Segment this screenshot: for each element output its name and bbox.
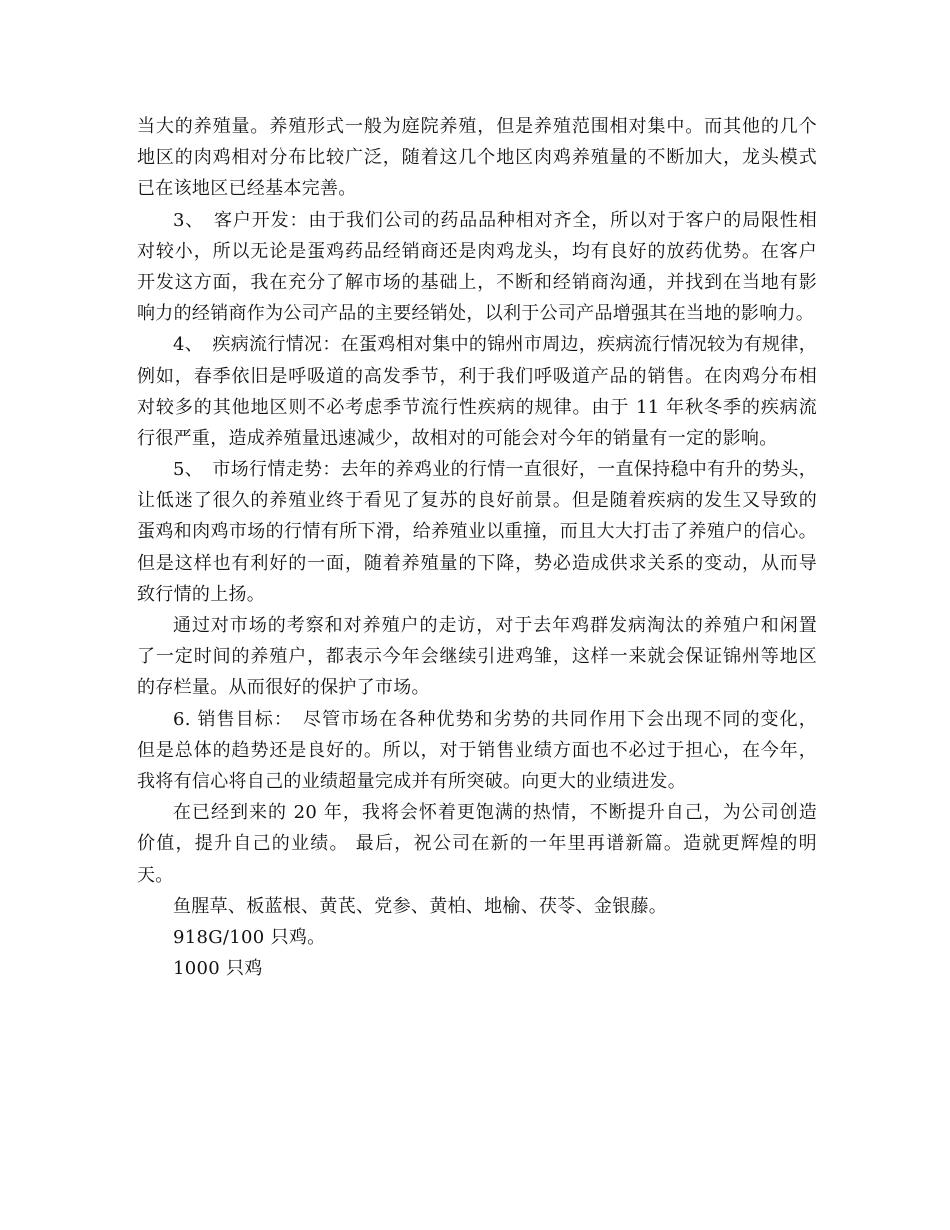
- text-line: 价值，提升自己的业绩。 最后，祝公司在新的一年里再谱新篇。造就更辉煌的明: [137, 833, 817, 855]
- paragraph: [137, 329, 817, 454]
- document-body: [137, 111, 817, 984]
- text-line: 对较多的其他地区则不必考虑季节流行性疾病的规律。由于 11 年秋冬季的疾病流: [137, 396, 817, 418]
- text-line: 了一定时间的养殖户，都表示今年会继续引进鸡雏，这样一来就会保证锦州等地区: [137, 646, 817, 668]
- text-line: 的存栏量。从而很好的保护了市场。: [137, 677, 430, 699]
- text-line: 对较小，所以无论是蛋鸡药品经销商还是肉鸡龙头，均有良好的放药优势。在客户: [137, 240, 817, 262]
- text-line: 5、 市场行情走势：去年的养鸡业的行情一直很好，一直保持稳中有升的势头，: [173, 459, 817, 481]
- text-line: 3、 客户开发：由于我们公司的药品品种相对齐全，所以对于客户的局限性相: [173, 209, 817, 231]
- text-line: 6. 销售目标： 尽管市场在各种优势和劣势的共同作用下会出现不同的变化，: [173, 708, 817, 730]
- paragraph: [137, 111, 817, 205]
- text-line: 918G/100 只鸡。: [173, 926, 326, 948]
- text-line: 通过对市场的考察和对养殖户的走访，对于去年鸡群发病淘汰的养殖户和闲置: [173, 615, 817, 636]
- paragraph: [137, 704, 817, 798]
- text-line: 当大的养殖量。养殖形式一般为庭院养殖，但是养殖范围相对集中。而其他的几个: [137, 116, 817, 137]
- paragraph: [137, 454, 817, 610]
- text-line: 我将有信心将自己的业绩超量完成并有所突破。向更大的业绩进发。: [137, 770, 686, 792]
- text-line: 让低迷了很久的养殖业终于看见了复苏的良好前景。但是随着疾病的发生又导致的: [137, 490, 817, 512]
- text-line: 在已经到来的 20 年，我将会怀着更饱满的热情，不断提升自己，为公司创造: [173, 802, 817, 824]
- paragraph: [137, 797, 817, 891]
- text-line: 致行情的上扬。: [137, 583, 266, 605]
- paragraph: [137, 953, 817, 984]
- text-line: 例如，春季依旧是呼吸道的高发季节，利于我们呼吸道产品的销售。在肉鸡分布相: [137, 365, 817, 387]
- paragraph: [137, 891, 817, 922]
- text-line: 行很严重，造成养殖量迅速减少，故相对的可能会对今年的销量有一定的影响。: [137, 427, 778, 449]
- text-line: 但是这样也有利好的一面，随着养殖量的下降，势必造成供求关系的变动，从而导: [137, 552, 817, 574]
- paragraph: [137, 922, 817, 953]
- text-line: 4、 疾病流行情况：在蛋鸡相对集中的锦州市周边，疾病流行情况较为有规律，: [173, 334, 817, 356]
- text-line: 但是总体的趋势还是良好的。所以，对于销售业绩方面也不必过于担心，在今年，: [137, 739, 817, 761]
- text-line: 蛋鸡和肉鸡市场的行情有所下滑，给养殖业以重撞，而且大大打击了养殖户的信心。: [137, 521, 817, 543]
- text-line: 开发这方面，我在充分了解市场的基础上，不断和经销商沟通，并找到在当地有影: [137, 271, 817, 293]
- text-line: 1000 只鸡: [173, 958, 263, 980]
- text-line: 响力的经销商作为公司产品的主要经销处，以利于公司产品增强其在当地的影响力。: [137, 303, 815, 325]
- text-line: 地区的肉鸡相对分布比较广泛，随着这几个地区肉鸡养殖量的不断加大，龙头模式: [137, 147, 817, 169]
- text-line: 鱼腥草、板蓝根、黄芪、党参、黄柏、地榆、茯苓、金银藤。: [173, 895, 668, 917]
- paragraph: [137, 610, 817, 704]
- text-line: 天。: [137, 864, 174, 886]
- text-line: 已在该地区已经基本完善。: [137, 178, 357, 200]
- paragraph: [137, 205, 817, 330]
